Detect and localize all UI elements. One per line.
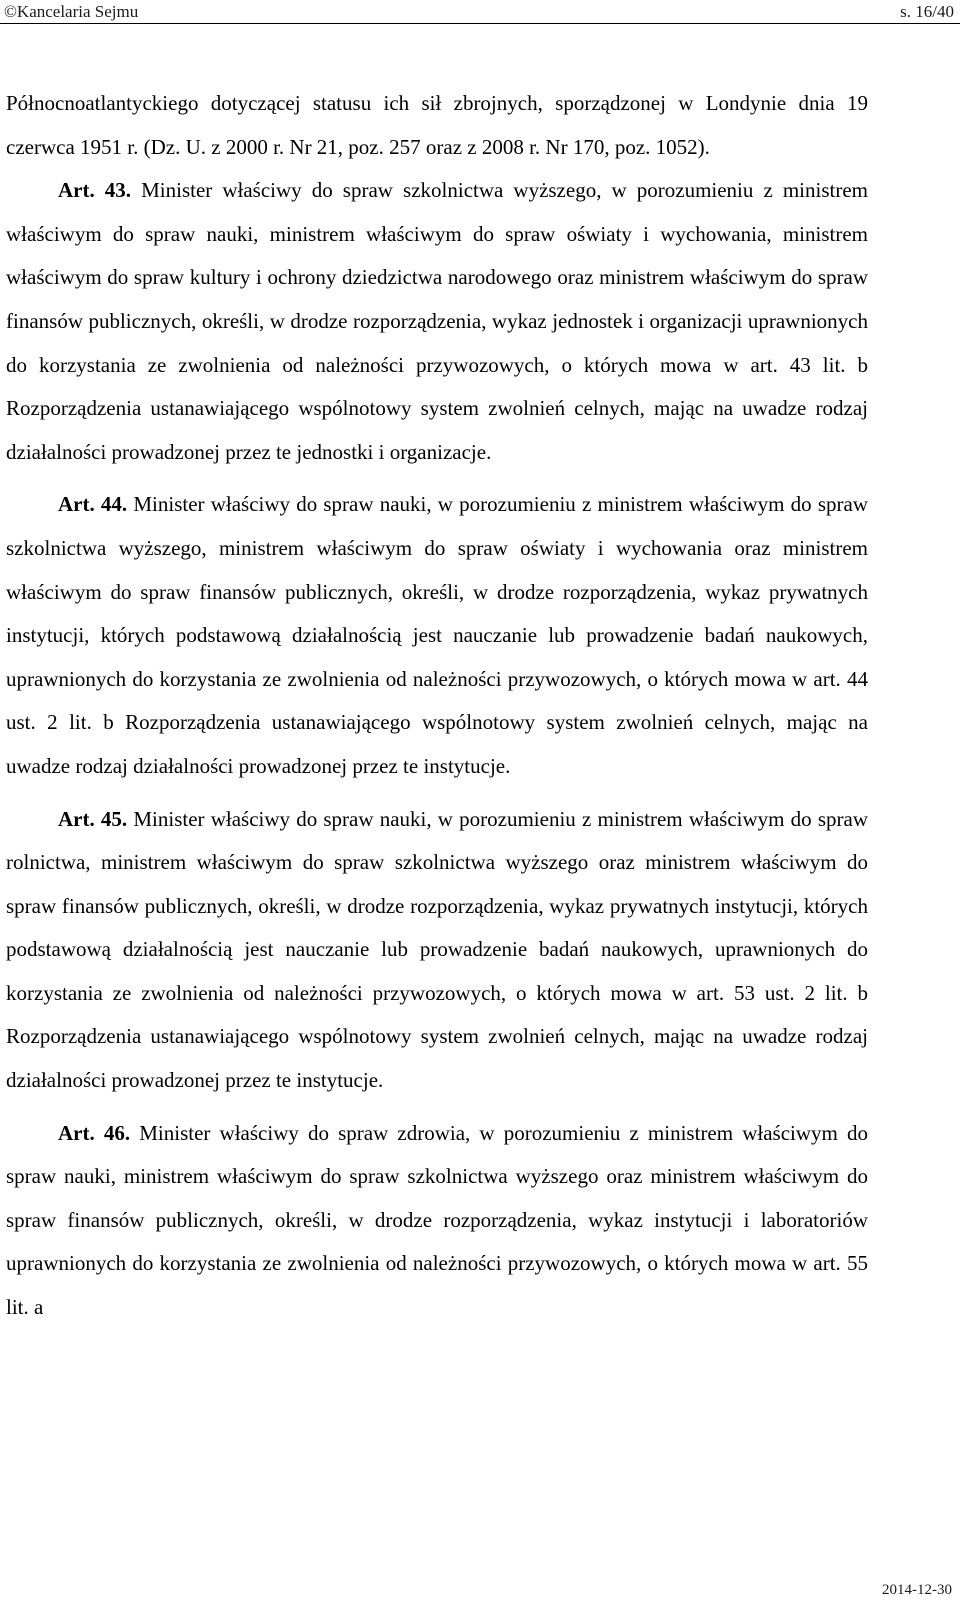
footer-date: 2014-12-30	[882, 1582, 952, 1598]
article-43-text: Minister właściwy do spraw szkolnictwa wyższego, w porozumieniu z ministrem właściwym do spraw nauki, ministrem właściwym do spraw oświaty i wychowania, ministrem właściwym do spraw kultury i ochrony dziedzictwa narodowego oraz ministrem właściwym do spraw finansów publicznych, określi, w drodze rozporządzenia, wykaz jednostek i organizacji uprawnionych do korzystania ze zwolnienia od należności przywozowych, o których mowa w art. 43 lit. b Rozporządzenia ustanawiającego wspólnotowy system zwolnień celnych, mając na uwadze rodzaj działalności prowadzonej przez te jednostki i organizacje.	[6, 178, 869, 464]
article-46	[6, 1112, 868, 1330]
article-45	[6, 798, 868, 1103]
header-divider	[0, 23, 960, 24]
article-45-label: Art. 45.	[58, 806, 128, 831]
article-46-text: Minister właściwy do spraw zdrowia, w porozumieniu z ministrem właściwym do spraw nauki, ministrem właściwym do spraw szkolnictwa wyższego oraz ministrem właściwym do spraw finansów publicznych, określi, w drodze rozporządzenia, wykaz instytucji i laboratoriów uprawnionych do korzystania ze zwolnienia od należności przywozowych, o których mowa w art. 55 lit. a	[6, 1120, 869, 1320]
article-43-label: Art. 43.	[58, 178, 132, 203]
article-44-label: Art. 44.	[58, 492, 128, 517]
header-page-number: s. 16/40	[900, 2, 954, 21]
article-46-label: Art. 46.	[58, 1120, 131, 1145]
page-header	[0, 0, 960, 26]
article-44-text: Minister właściwy do spraw nauki, w porozumieniu z ministrem właściwym do spraw szkolnictwa wyższego, ministrem właściwym do spraw oświaty i wychowania oraz ministrem właściwym do spraw finansów publicznych, określi, w drodze rozporządzenia, wykaz prywatnych instytucji, których podstawową działalnością jest nauczanie lub prowadzenie badań naukowych, uprawnionych do korzystania ze zwolnienia od należności przywozowych, o których mowa w art. 44 ust. 2 lit. b Rozporządzenia ustanawiającego wspólnotowy system zwolnień celnych, mając na uwadze rodzaj działalności prowadzonej przez te instytucje.	[6, 492, 868, 778]
article-44	[6, 483, 868, 788]
intro-paragraph: Północnoatlantyckiego dotyczącej statusu ich sił zbrojnych, sporządzonej w Londynie dnia 19 czerwca 1951 r. (Dz. U. z 2000 r. Nr 21, poz. 257 oraz z 2008 r. Nr 170, poz. 1052).	[6, 91, 868, 159]
document-body	[6, 82, 868, 1330]
article-43	[6, 169, 868, 474]
header-publisher: ©Kancelaria Sejmu	[4, 2, 139, 21]
article-45-text: Minister właściwy do spraw nauki, w porozumieniu z ministrem właściwym do spraw rolnictwa, ministrem właściwym do spraw szkolnictwa wyższego oraz ministrem właściwym do spraw finansów publicznych, określi, w drodze rozporządzenia, wykaz prywatnych instytucji, których podstawową działalnością jest nauczanie lub prowadzenie badań naukowych, uprawnionych do korzystania ze zwolnienia od należności przywozowych, o których mowa w art. 53 ust. 2 lit. b Rozporządzenia ustanawiającego wspólnotowy system zwolnień celnych, mając na uwadze rodzaj działalności prowadzonej przez te instytucje.	[6, 806, 868, 1093]
